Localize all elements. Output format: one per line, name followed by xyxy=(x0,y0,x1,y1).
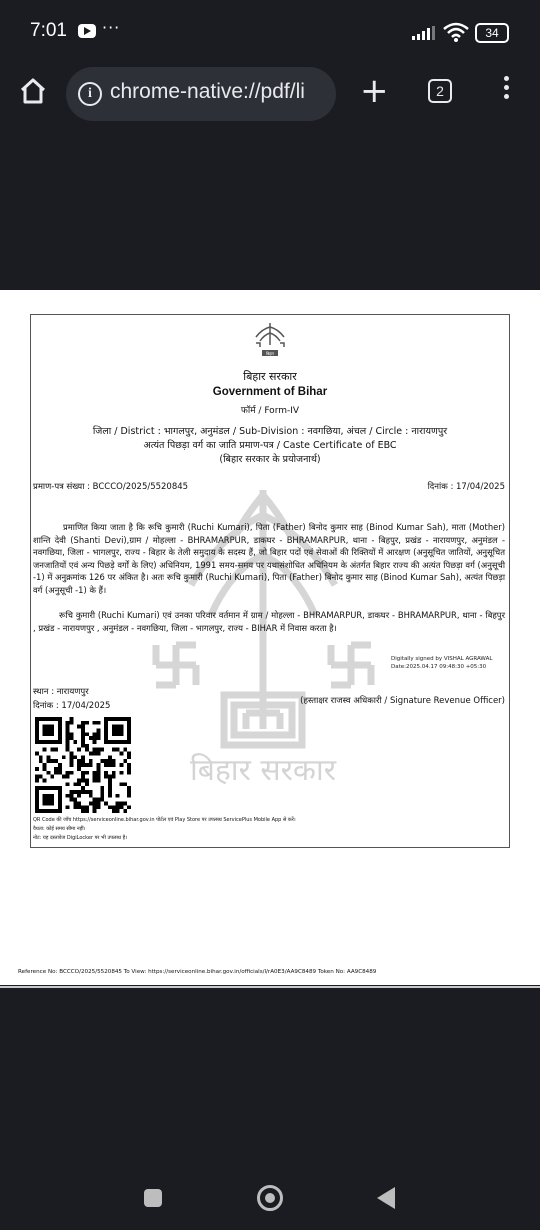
footnote-digilocker: नोट: यह दस्तावेज DigiLocker पर भी उपलब्ध है। xyxy=(33,835,128,841)
overflow-menu-icon[interactable] xyxy=(504,76,510,103)
place-date: दिनांक : 17/04/2025 xyxy=(33,701,111,711)
pdf-page xyxy=(0,290,540,985)
status-bar xyxy=(0,0,540,62)
watermark-text: बिहार सरकार xyxy=(189,753,337,788)
form-number: फॉर्म / Form-IV xyxy=(240,406,300,416)
footnote-qr: QR Code की जाँच https://serviceonline.bihar.gov.in पोर्टल एवं Play Store पर उपलब्ध ServicePlus Mobile App से करें। xyxy=(33,817,296,823)
signal-icon xyxy=(412,26,436,40)
district-line: जिला / District : भागलपुर, अनुमंडल / Sub-Division : नवगछिया, अंचल / Circle : नारायणपुर xyxy=(92,426,448,437)
recent-apps-button[interactable] xyxy=(144,1189,162,1207)
residence-paragraph: रूचि कुमारी (Ruchi Kumari) एवं उनका परिवार वर्तमान में ग्राम / मोहल्ला - BHRAMARPUR, डाकघर - BHRAMARPUR, थाना - बिहपुर , प्रखंड - नारायणपुर , अनुमंडल - नवगछिया, जिला - भागलपुर, राज्य - BIHAR में निवास करता है। xyxy=(33,610,505,633)
wifi-icon xyxy=(443,22,469,42)
new-tab-button[interactable]: + xyxy=(360,71,389,111)
certificate-date: दिनांक : 17/04/2025 xyxy=(427,482,505,492)
status-time: 7:01 xyxy=(30,20,67,41)
reference-line: Reference No: BCCCO/2025/5520845 To View: https://serviceonline.bihar.gov.in/officials/l/rA0E3/AA9C8489 Token No: AA9C8489 xyxy=(18,969,377,975)
place: स्थान : नारायणपुर xyxy=(33,687,89,697)
more-notifications-icon: ··· xyxy=(102,18,121,37)
youtube-notification-icon xyxy=(78,24,96,38)
home-icon[interactable] xyxy=(18,76,48,106)
caste-certificate xyxy=(30,314,510,848)
tab-switcher-button[interactable]: 2 xyxy=(428,79,452,103)
footnote-validity: वैधता: कोई समय सीमा नहीं। xyxy=(33,826,86,832)
header-hindi: बिहार सरकार xyxy=(243,370,297,383)
url-text[interactable]: chrome-native://pdf/li xyxy=(110,80,305,103)
qr-code xyxy=(35,717,131,813)
purpose-line: (बिहार सरकार के प्रयोजनार्थ) xyxy=(219,454,321,465)
bihar-emblem-icon xyxy=(250,317,290,359)
back-button[interactable] xyxy=(377,1187,395,1209)
address-bar[interactable] xyxy=(66,67,336,121)
page-separator xyxy=(0,986,540,988)
site-info-icon[interactable]: i xyxy=(78,82,102,106)
certificate-number: प्रमाण-पत्र संख्या : BCCCO/2025/5520845 xyxy=(33,482,189,492)
digital-signature: Digitally signed by VISHAL AGRAWAL Date:2025.04.17 09:48:30 +05:30 xyxy=(391,656,493,670)
browser-toolbar xyxy=(0,62,540,126)
signature-title: (हस्ताक्षर राजस्व अधिकारी / Signature Revenue Officer) xyxy=(300,696,505,706)
header-english: Government of Bihar xyxy=(212,386,328,398)
system-navigation-bar xyxy=(0,1160,540,1230)
svg-text:बिहार: बिहार xyxy=(265,351,275,356)
home-button[interactable] xyxy=(257,1185,283,1211)
certificate-body-paragraph: प्रमाणित किया जाता है कि रूचि कुमारी (Ruchi Kumari), पिता (Father) बिनोद कुमार साह (Binod Kumar Sah), माता (Mother) शान्ति देवी (Shanti Devi),ग्राम / मोहल्ला - BHRAMARPUR, डाकघर - BHRAMARPUR, थाना - बिहपुर, प्रखंड - नारायणपुर, अनुमंडल - नवगछिया, जिला - भागलपुर, राज्य - बिहार के तेली समुदाय के सदस्य हैं, जो बिहार पदों एवं सेवाओं की रिक्तियों में आरक्षण (अनुसूचित जातियों, अनुसूचित जनजातियों एवं अन्य पिछड़े वर्गों के लिए) अधिनियम, 1991 समय-समय पर यथासंशोधित अधिनियम के अंतर्गत बिहार राज्य की अत्यंत पिछड़ा वर्ग (अनुसूची -1) में अनुक्रमांक 126 पर अंकित है। अतः रूचि कुमारी (Ruchi Kumari), पिता (Father) बिनोद कुमार साह (Binod Kumar Sah), अत्यंत पिछड़ा वर्ग (अनुसूची -1) के हैं। xyxy=(33,522,505,595)
battery-indicator: 34 xyxy=(475,23,509,43)
caste-title: अत्यंत पिछड़ा वर्ग का जाति प्रमाण-पत्र / Caste Certificate of EBC xyxy=(143,440,397,451)
